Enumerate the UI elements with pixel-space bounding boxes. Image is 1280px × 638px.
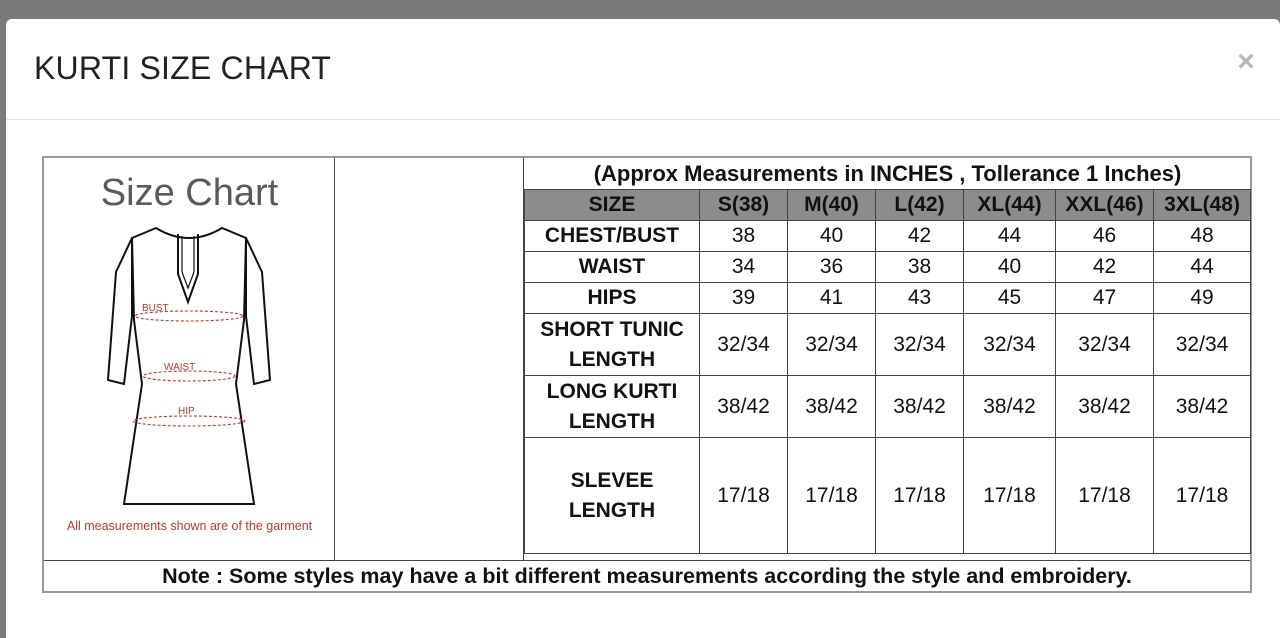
table-header-row [525, 190, 1251, 221]
table-caption: (Approx Measurements in INCHES , Tollerance 1 Inches) [525, 158, 1251, 190]
header-size-xxl46: XXL(46) [1056, 190, 1154, 221]
row-label [525, 252, 700, 283]
table-cell: 32/34 [876, 314, 964, 376]
table-cell: 47 [1056, 283, 1154, 314]
table-cell: 38 [876, 252, 964, 283]
table-cell: 36 [788, 252, 876, 283]
table-cell: 34 [700, 252, 788, 283]
modal-header [6, 19, 1280, 120]
header-size-xl44: XL(44) [964, 190, 1056, 221]
header-size-3xl48: 3XL(48) [1154, 190, 1251, 221]
table-row [525, 438, 1251, 554]
table-row [525, 314, 1251, 376]
row-label [525, 314, 700, 376]
table-cell: 38/42 [1056, 376, 1154, 438]
table-row [525, 221, 1251, 252]
header-size-m40: M(40) [788, 190, 876, 221]
table-cell: 32/34 [964, 314, 1056, 376]
row-label-line: LENGTH [568, 409, 656, 433]
size-table [524, 158, 1251, 554]
illustration-note: All measurements shown are of the garment [66, 519, 313, 533]
table-cell: 46 [1056, 221, 1154, 252]
table-cell: 40 [964, 252, 1056, 283]
table-cell: 41 [788, 283, 876, 314]
table-row [525, 283, 1251, 314]
row-label [525, 283, 700, 314]
table-cell: 32/34 [1154, 314, 1251, 376]
bust-label: BUST [142, 303, 169, 314]
table-cell: 42 [876, 221, 964, 252]
waist-label: WAIST [164, 362, 196, 373]
table-cell: 38 [700, 221, 788, 252]
table-row [525, 376, 1251, 438]
table-cell: 39 [700, 283, 788, 314]
table-cell: 38/42 [1154, 376, 1251, 438]
table-cell: 42 [1056, 252, 1154, 283]
table-cell: 17/18 [964, 438, 1056, 554]
row-label-line: HIPS [587, 286, 637, 309]
table-cell: 49 [1154, 283, 1251, 314]
blank-column [335, 158, 524, 560]
table-cell: 48 [1154, 221, 1251, 252]
table-cell: 38/42 [964, 376, 1056, 438]
row-label-line: WAIST [578, 255, 646, 278]
close-icon[interactable]: × [1232, 47, 1260, 77]
table-cell: 38/42 [788, 376, 876, 438]
table-cell: 44 [964, 221, 1056, 252]
table-cell: 44 [1154, 252, 1251, 283]
table-cell: 17/18 [876, 438, 964, 554]
table-cell: 32/34 [1056, 314, 1154, 376]
size-chart-image [42, 156, 1252, 593]
header-size-l42: L(42) [876, 190, 964, 221]
row-label-line: LONG KURTI [546, 379, 678, 403]
kurti-outline-icon [104, 224, 274, 514]
row-label-line: LENGTH [568, 498, 656, 522]
table-cell: 17/18 [788, 438, 876, 554]
row-label [525, 221, 700, 252]
row-label [525, 438, 700, 554]
header-size: SIZE [525, 190, 700, 221]
row-label-line: LENGTH [568, 347, 656, 371]
row-label [525, 376, 700, 438]
table-cell: 17/18 [1154, 438, 1251, 554]
table-cell: 32/34 [788, 314, 876, 376]
kurti-illustration-panel [44, 158, 335, 560]
row-label-line: SLEVEE [570, 468, 654, 492]
table-cell: 17/18 [700, 438, 788, 554]
size-chart-modal [6, 19, 1280, 638]
table-cell: 38/42 [700, 376, 788, 438]
table-cell: 40 [788, 221, 876, 252]
hip-guide [133, 416, 245, 426]
illustration-title: Size Chart [100, 172, 279, 214]
table-cell: 38/42 [876, 376, 964, 438]
table-cell: 45 [964, 283, 1056, 314]
table-cell: 17/18 [1056, 438, 1154, 554]
row-label-line: SHORT TUNIC [540, 317, 684, 341]
modal-title: KURTI SIZE CHART [34, 50, 332, 86]
header-size-s38: S(38) [700, 190, 788, 221]
hip-label: HIP [178, 406, 195, 417]
table-cell: 43 [876, 283, 964, 314]
table-cell: 32/34 [700, 314, 788, 376]
row-label-line: CHEST/BUST [544, 224, 680, 247]
table-row [525, 252, 1251, 283]
footnote: Note : Some styles may have a bit different measurements according the style and embroidery. [44, 560, 1250, 591]
